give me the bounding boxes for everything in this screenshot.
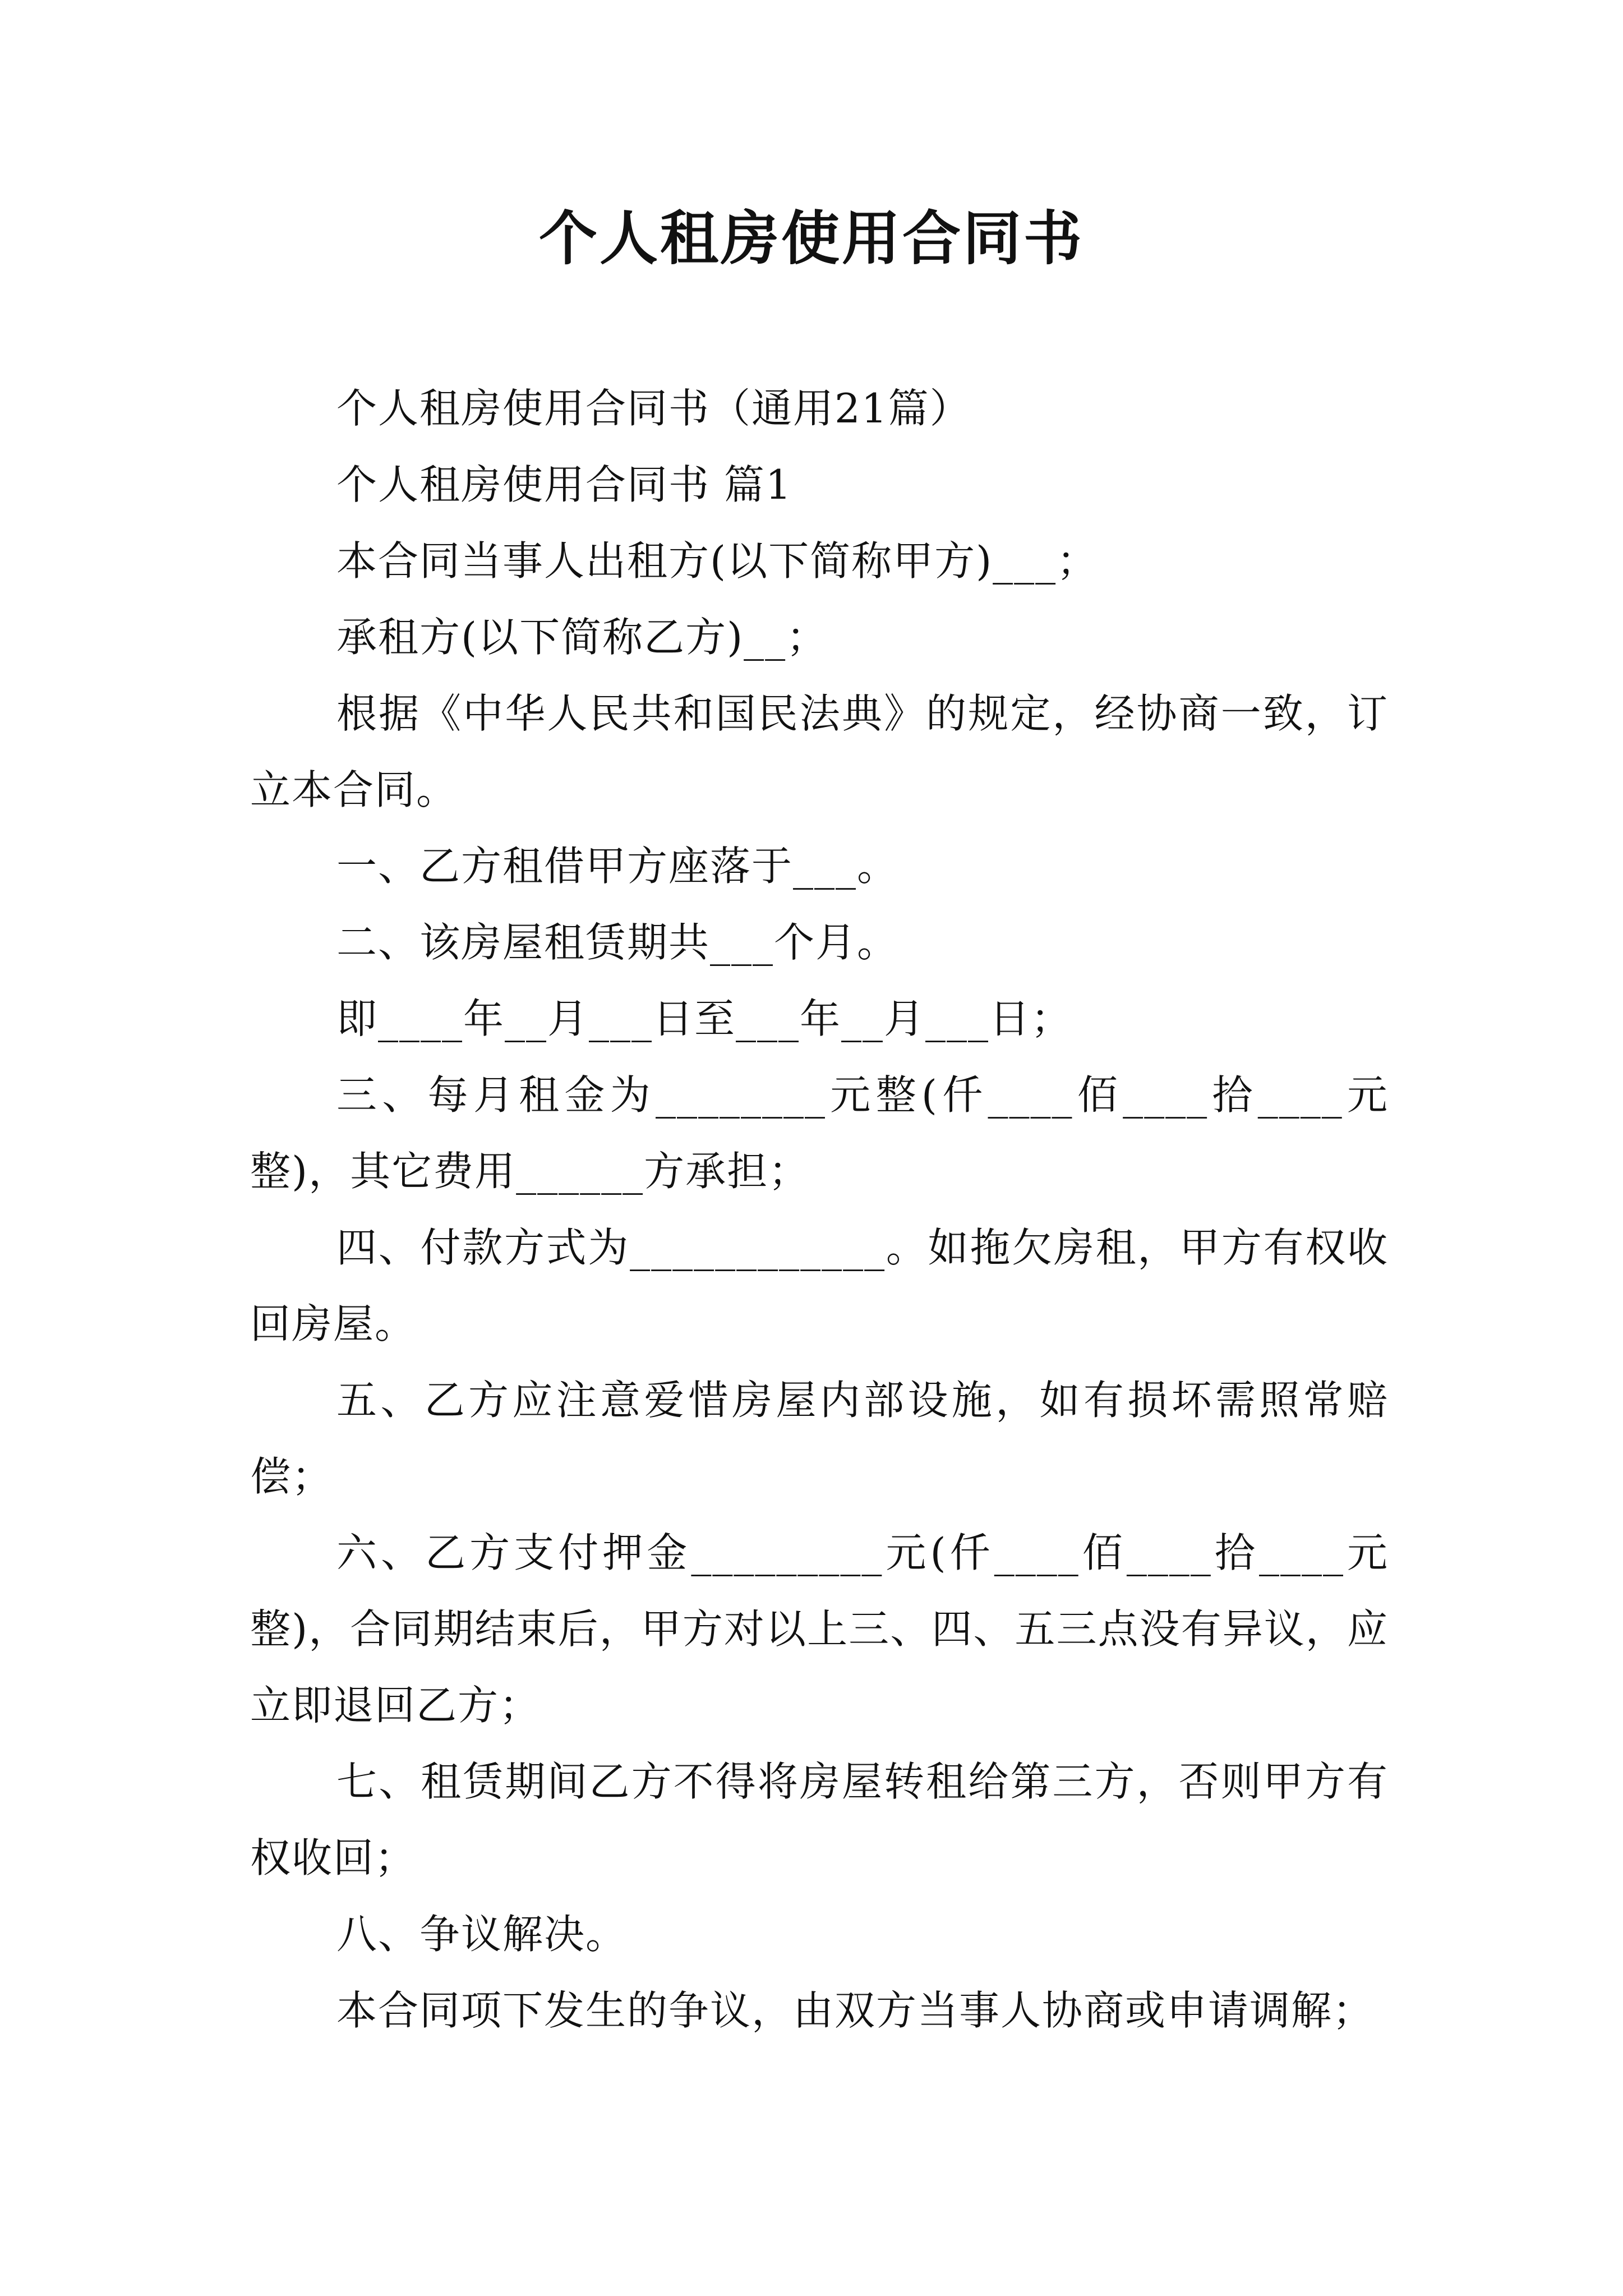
clause-7: 七、租赁期间乙方不得将房屋转租给第三方，否则甲方有权收回； bbox=[250, 1758, 1389, 1881]
clause-1: 一、乙方租借甲方座落于___。 bbox=[336, 843, 899, 890]
paragraph-lessee: 承租方(以下简称乙方)__； bbox=[336, 614, 828, 661]
paragraph-lessor: 本合同当事人出租方(以下简称甲方)___； bbox=[336, 537, 1099, 585]
paragraph-subtitle: 个人租房使用合同书（通用21篇） bbox=[336, 385, 971, 432]
clause-2: 二、该房屋租赁期共___个月。 bbox=[336, 919, 899, 966]
clause-3: 三、每月租金为________元整(仟____佰____拾____元整)，其它费用______方承担； bbox=[250, 1071, 1389, 1195]
document-body bbox=[250, 370, 1389, 2049]
clause-2-dates: 即____年__月___日至___年__月___日； bbox=[336, 995, 1073, 1042]
clause-5: 五、乙方应注意爱惜房屋内部设施，如有损坏需照常赔偿； bbox=[250, 1377, 1389, 1500]
document-title: 个人租房使用合同书 bbox=[538, 204, 1084, 273]
paragraph-legal-basis: 根据《中华人民共和国民法典》的规定，经协商一致，订立本合同。 bbox=[250, 690, 1389, 813]
clause-4: 四、付款方式为____________。如拖欠房租，甲方有权收回房屋。 bbox=[250, 1224, 1389, 1347]
clause-8-text: 本合同项下发生的争议，由双方当事人协商或申请调解； bbox=[336, 1987, 1375, 2034]
clause-6: 六、乙方支付押金_________元(仟____佰____拾____元整)，合同期结束后，甲方对以上三、四、五三点没有异议，应立即退回乙方； bbox=[250, 1529, 1389, 1729]
clause-8: 八、争议解决。 bbox=[336, 1911, 628, 1958]
paragraph-section-heading: 个人租房使用合同书 篇1 bbox=[336, 461, 792, 508]
